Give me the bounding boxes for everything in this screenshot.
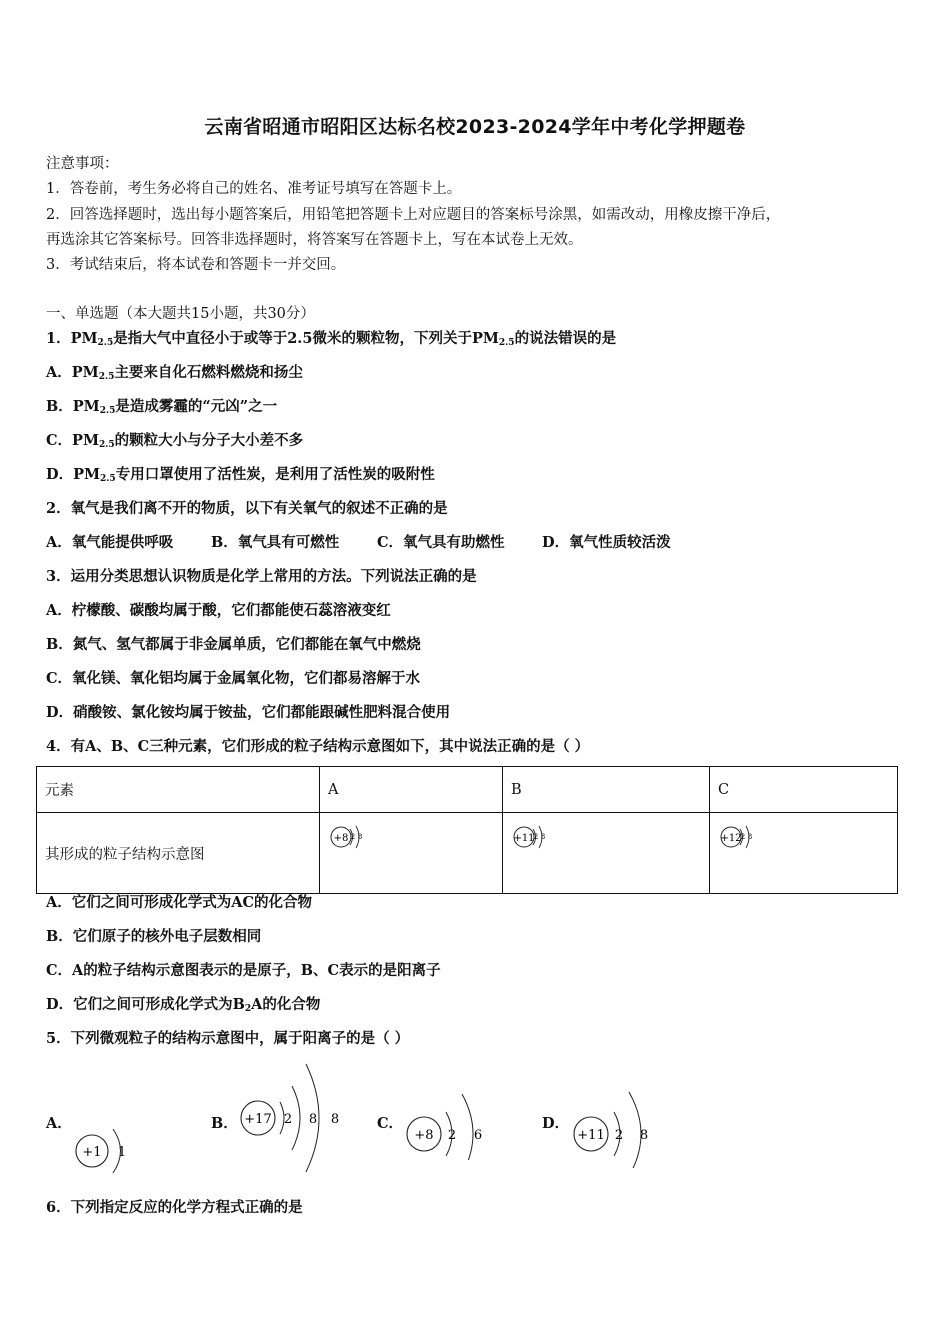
question-4-option-d[interactable]: D．它们之间可形成化学式为$B_2A$的化合物 [46,996,321,1014]
question-4-option-a[interactable]: A．它们之间可形成化学式为AC的化合物 [46,894,313,911]
question-1-option-b[interactable]: B．$PM_{2.5}$是造成雾霾的“元凶”之一 [46,398,278,416]
atom-diagram-q5-a[interactable] [70,1120,140,1176]
question-2-option-b[interactable]: B．氧气具有可燃性 [211,534,340,551]
svg-text:+17: +17 [244,1112,272,1127]
table-row-label: 其形成的粒子结构示意图 [37,813,320,894]
table-cell-b [503,813,710,894]
page-title: 云南省昭通市昭阳区达标名校2023-2024学年中考化学押题卷 [204,116,746,138]
question-5-option-a-label[interactable]: A． [46,1115,72,1132]
question-2-option-a[interactable]: A．氧气能提供呼吸 [46,534,174,551]
question-4-stem: 4．有A、B、C三种元素，它们形成的粒子结构示意图如下，其中说法正确的是（ ） [46,738,590,755]
atom-diagram-c [718,823,778,863]
svg-text:+12: +12 [720,833,742,844]
svg-text:8: 8 [540,833,546,841]
question-5-option-b-label[interactable]: B． [211,1115,238,1132]
notice-item-2-cont: 再选涂其它答案标号。回答非选择题时，将答案写在答题卡上，写在本试卷上无效。 [46,232,583,248]
element-table [36,766,898,894]
svg-text:2: 2 [283,1112,293,1127]
atom-diagram-b [511,823,571,863]
question-4-option-c[interactable]: C．A的粒子结构示意图表示的是原子，B、C表示的是阳离子 [46,962,441,979]
table-header-c: C [710,767,898,813]
section-heading: 一、单选题（本大题共15小题，共30分） [46,306,315,322]
svg-text:8: 8 [308,1112,318,1127]
question-5-option-c-label[interactable]: C． [377,1115,404,1132]
atom-diagram-q5-b[interactable] [234,1058,354,1178]
question-1-option-a[interactable]: A．$PM_{2.5}$主要来自化石燃料燃烧和扬尘 [46,364,303,382]
atom-diagram-a [328,823,388,863]
question-1-option-d[interactable]: D．$PM_{2.5}$专用口罩使用了活性炭，是利用了活性炭的吸附性 [46,466,435,484]
svg-text:8: 8 [639,1128,649,1143]
question-6-stem: 6．下列指定反应的化学方程式正确的是 [46,1199,303,1216]
question-2-option-c[interactable]: C．氧气具有助燃性 [377,534,505,551]
svg-text:2: 2 [614,1128,624,1143]
atom-diagram-q5-d[interactable] [567,1088,662,1168]
svg-text:6: 6 [473,1128,483,1143]
atom-diagram-q5-c[interactable] [400,1090,495,1160]
notice-item-2: 2．回答选择题时，选出每小题答案后，用铅笔把答题卡上对应题目的答案标号涂黑，如需改动，用橡皮擦干净后， [46,207,781,223]
svg-text:+1: +1 [82,1145,102,1160]
question-5-stem: 5．下列微观粒子的结构示意图中，属于阳离子的是（ ） [46,1030,410,1047]
question-4-option-b[interactable]: B．它们原子的核外电子层数相同 [46,928,262,945]
notice-heading: 注意事项： [46,156,119,172]
svg-text:2: 2 [350,833,356,841]
question-2-stem: 2．氧气是我们离不开的物质，以下有关氧气的叙述不正确的是 [46,500,448,517]
table-cell-a [320,813,503,894]
nucleus-label: +8 [333,833,349,844]
question-3-option-b[interactable]: B．氮气、氢气都属于非金属单质，它们都能在氧气中燃烧 [46,636,421,653]
svg-text:2: 2 [533,833,539,841]
notice-item-3: 3．考试结束后，将本试卷和答题卡一并交回。 [46,257,346,273]
question-3-option-c[interactable]: C．氧化镁、氧化铝均属于金属氧化物，它们都易溶解于水 [46,670,421,687]
table-header-a: A [320,767,503,813]
svg-text:+11: +11 [513,833,535,844]
table-header-element: 元素 [37,767,320,813]
table-header-b: B [503,767,710,813]
svg-text:8: 8 [357,833,363,841]
svg-text:+11: +11 [577,1128,605,1143]
question-5-option-d-label[interactable]: D． [542,1115,570,1132]
question-1-stem: 1．$PM_{2.5}$是指大气中直径小于或等于2.5微米的颗粒物，下列关于$PM_{2.5}$的说法错误的是 [46,330,617,348]
question-3-option-d[interactable]: D．硝酸铵、氯化铵均属于铵盐，它们都能跟碱性肥料混合使用 [46,704,451,721]
question-3-option-a[interactable]: A．柠檬酸、碳酸均属于酸，它们都能使石蕊溶液变红 [46,602,391,619]
question-1-option-c[interactable]: C．$PM_{2.5}$的颗粒大小与分子大小差不多 [46,432,304,450]
svg-text:1: 1 [117,1145,127,1160]
svg-text:+8: +8 [414,1128,434,1143]
notice-item-1: 1．答卷前，考生务必将自己的姓名、准考证号填写在答题卡上。 [46,181,462,197]
svg-text:8: 8 [747,833,753,841]
svg-text:8: 8 [330,1112,340,1127]
svg-text:2: 2 [447,1128,457,1143]
svg-text:2: 2 [740,833,746,841]
question-2-option-d[interactable]: D．氧气性质较活泼 [542,534,671,551]
table-cell-c [710,813,898,894]
question-3-stem: 3．运用分类思想认识物质是化学上常用的方法。下列说法正确的是 [46,568,477,585]
